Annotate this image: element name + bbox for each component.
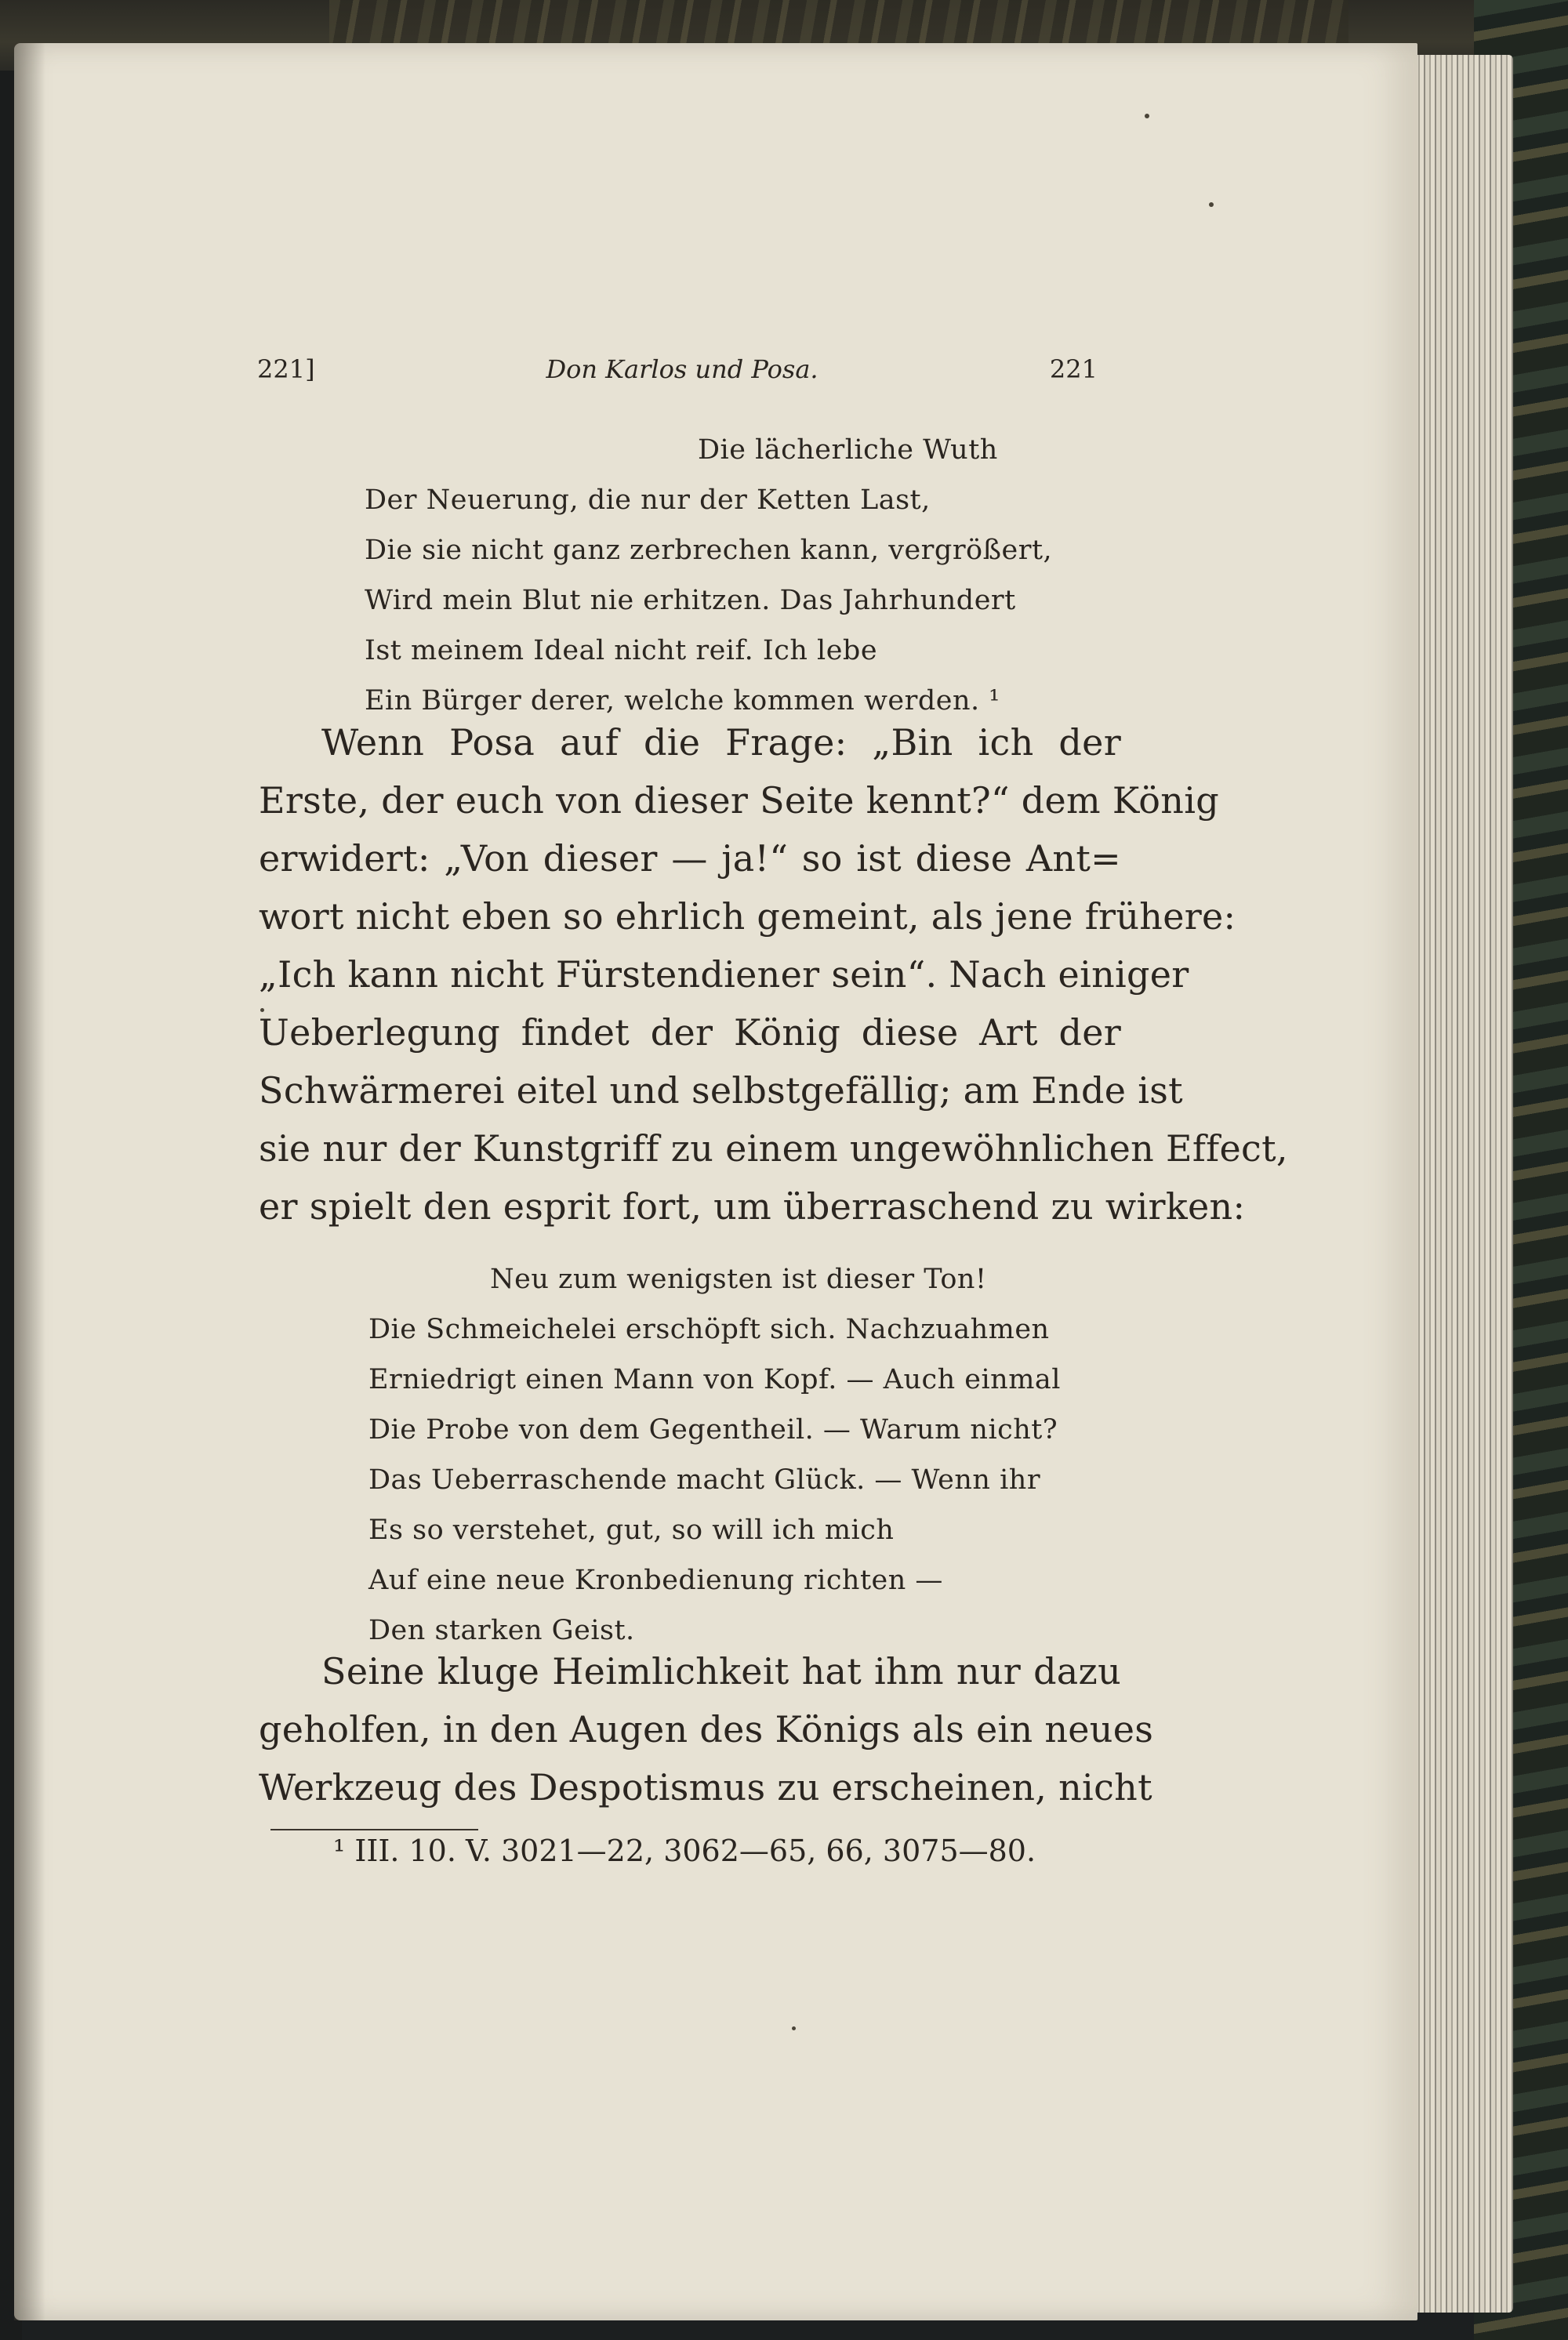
- verse-line: Es so verstehet, gut, so will ich mich: [368, 1515, 895, 1546]
- verse-line: Erniedrigt einen Mann von Kopf. — Auch einmal: [368, 1364, 1061, 1395]
- verse-line: Wird mein Blut nie erhitzen. Das Jahrhundert: [365, 585, 1016, 616]
- text-line: sie nur der Kunstgriff zu einem ungewöhnlichen Effect,: [259, 1127, 1288, 1170]
- text-line: „Ich kann nicht Fürstendiener sein“. Nach einiger: [259, 953, 1189, 996]
- verse-line: Neu zum wenigsten ist dieser Ton!: [490, 1264, 987, 1295]
- text-line: Seine kluge Heimlichkeit hat ihm nur dazu: [321, 1650, 1121, 1692]
- verse-line: Ein Bürger derer, welche kommen werden. ¹: [365, 685, 1000, 717]
- text-line: Wenn Posa auf die Frage: „Bin ich der: [321, 721, 1121, 764]
- verse-line: Die sie nicht ganz zerbrechen kann, vergrößert,: [365, 535, 1053, 566]
- verse-line: Ist meinem Ideal nicht reif. Ich lebe: [365, 635, 878, 666]
- page-number-left: 221]: [257, 354, 315, 384]
- text-line: Schwärmerei eitel und selbstgefällig; am Ende ist: [259, 1069, 1183, 1112]
- page-speck: [1145, 114, 1149, 118]
- page-edges: [1403, 55, 1513, 2313]
- binding-shadow: [14, 43, 45, 2320]
- verse-line: Auf eine neue Kronbedienung richten —: [368, 1565, 943, 1596]
- verse-line: Den starken Geist.: [368, 1615, 635, 1646]
- footnote: ¹ III. 10. V. 3021—22, 3062—65, 66, 3075—80.: [333, 1834, 1036, 1868]
- running-header: [235, 354, 1129, 386]
- text-line: geholfen, in den Augen des Königs als ein neues: [259, 1708, 1154, 1750]
- page-number-right: 221: [1049, 354, 1098, 384]
- text-line: Ueberlegung findet der König diese Art der: [259, 1011, 1121, 1054]
- verse-line: Der Neuerung, die nur der Ketten Last,: [365, 484, 931, 516]
- paragraph-1: [259, 713, 1288, 1235]
- verse-line: Die Schmeichelei erschöpft sich. Nachzuahmen: [368, 1314, 1050, 1345]
- text-line: Erste, der euch von dieser Seite kennt?“ dem König: [259, 779, 1219, 822]
- paragraph-2: [259, 1642, 1154, 1816]
- page-speck: [792, 2026, 796, 2030]
- verse-line: Das Ueberraschende macht Glück. — Wenn ihr: [368, 1464, 1041, 1496]
- verse-line: Die lächerliche Wuth: [698, 434, 998, 466]
- footnote-rule: [270, 1829, 478, 1830]
- page-speck: [1209, 202, 1214, 207]
- text-line: wort nicht eben so ehrlich gemeint, als jene frühere:: [259, 895, 1236, 938]
- text-line: Werkzeug des Despotismus zu erscheinen, nicht: [259, 1766, 1152, 1809]
- text-line: erwidert: „Von dieser — ja!“ so ist diese Ant=: [259, 837, 1121, 880]
- running-title: Don Karlos und Posa.: [546, 354, 818, 384]
- verse-line: Die Probe von dem Gegentheil. — Warum nicht?: [368, 1414, 1058, 1446]
- text-line: er spielt den esprit fort, um überraschend zu wirken:: [259, 1185, 1246, 1228]
